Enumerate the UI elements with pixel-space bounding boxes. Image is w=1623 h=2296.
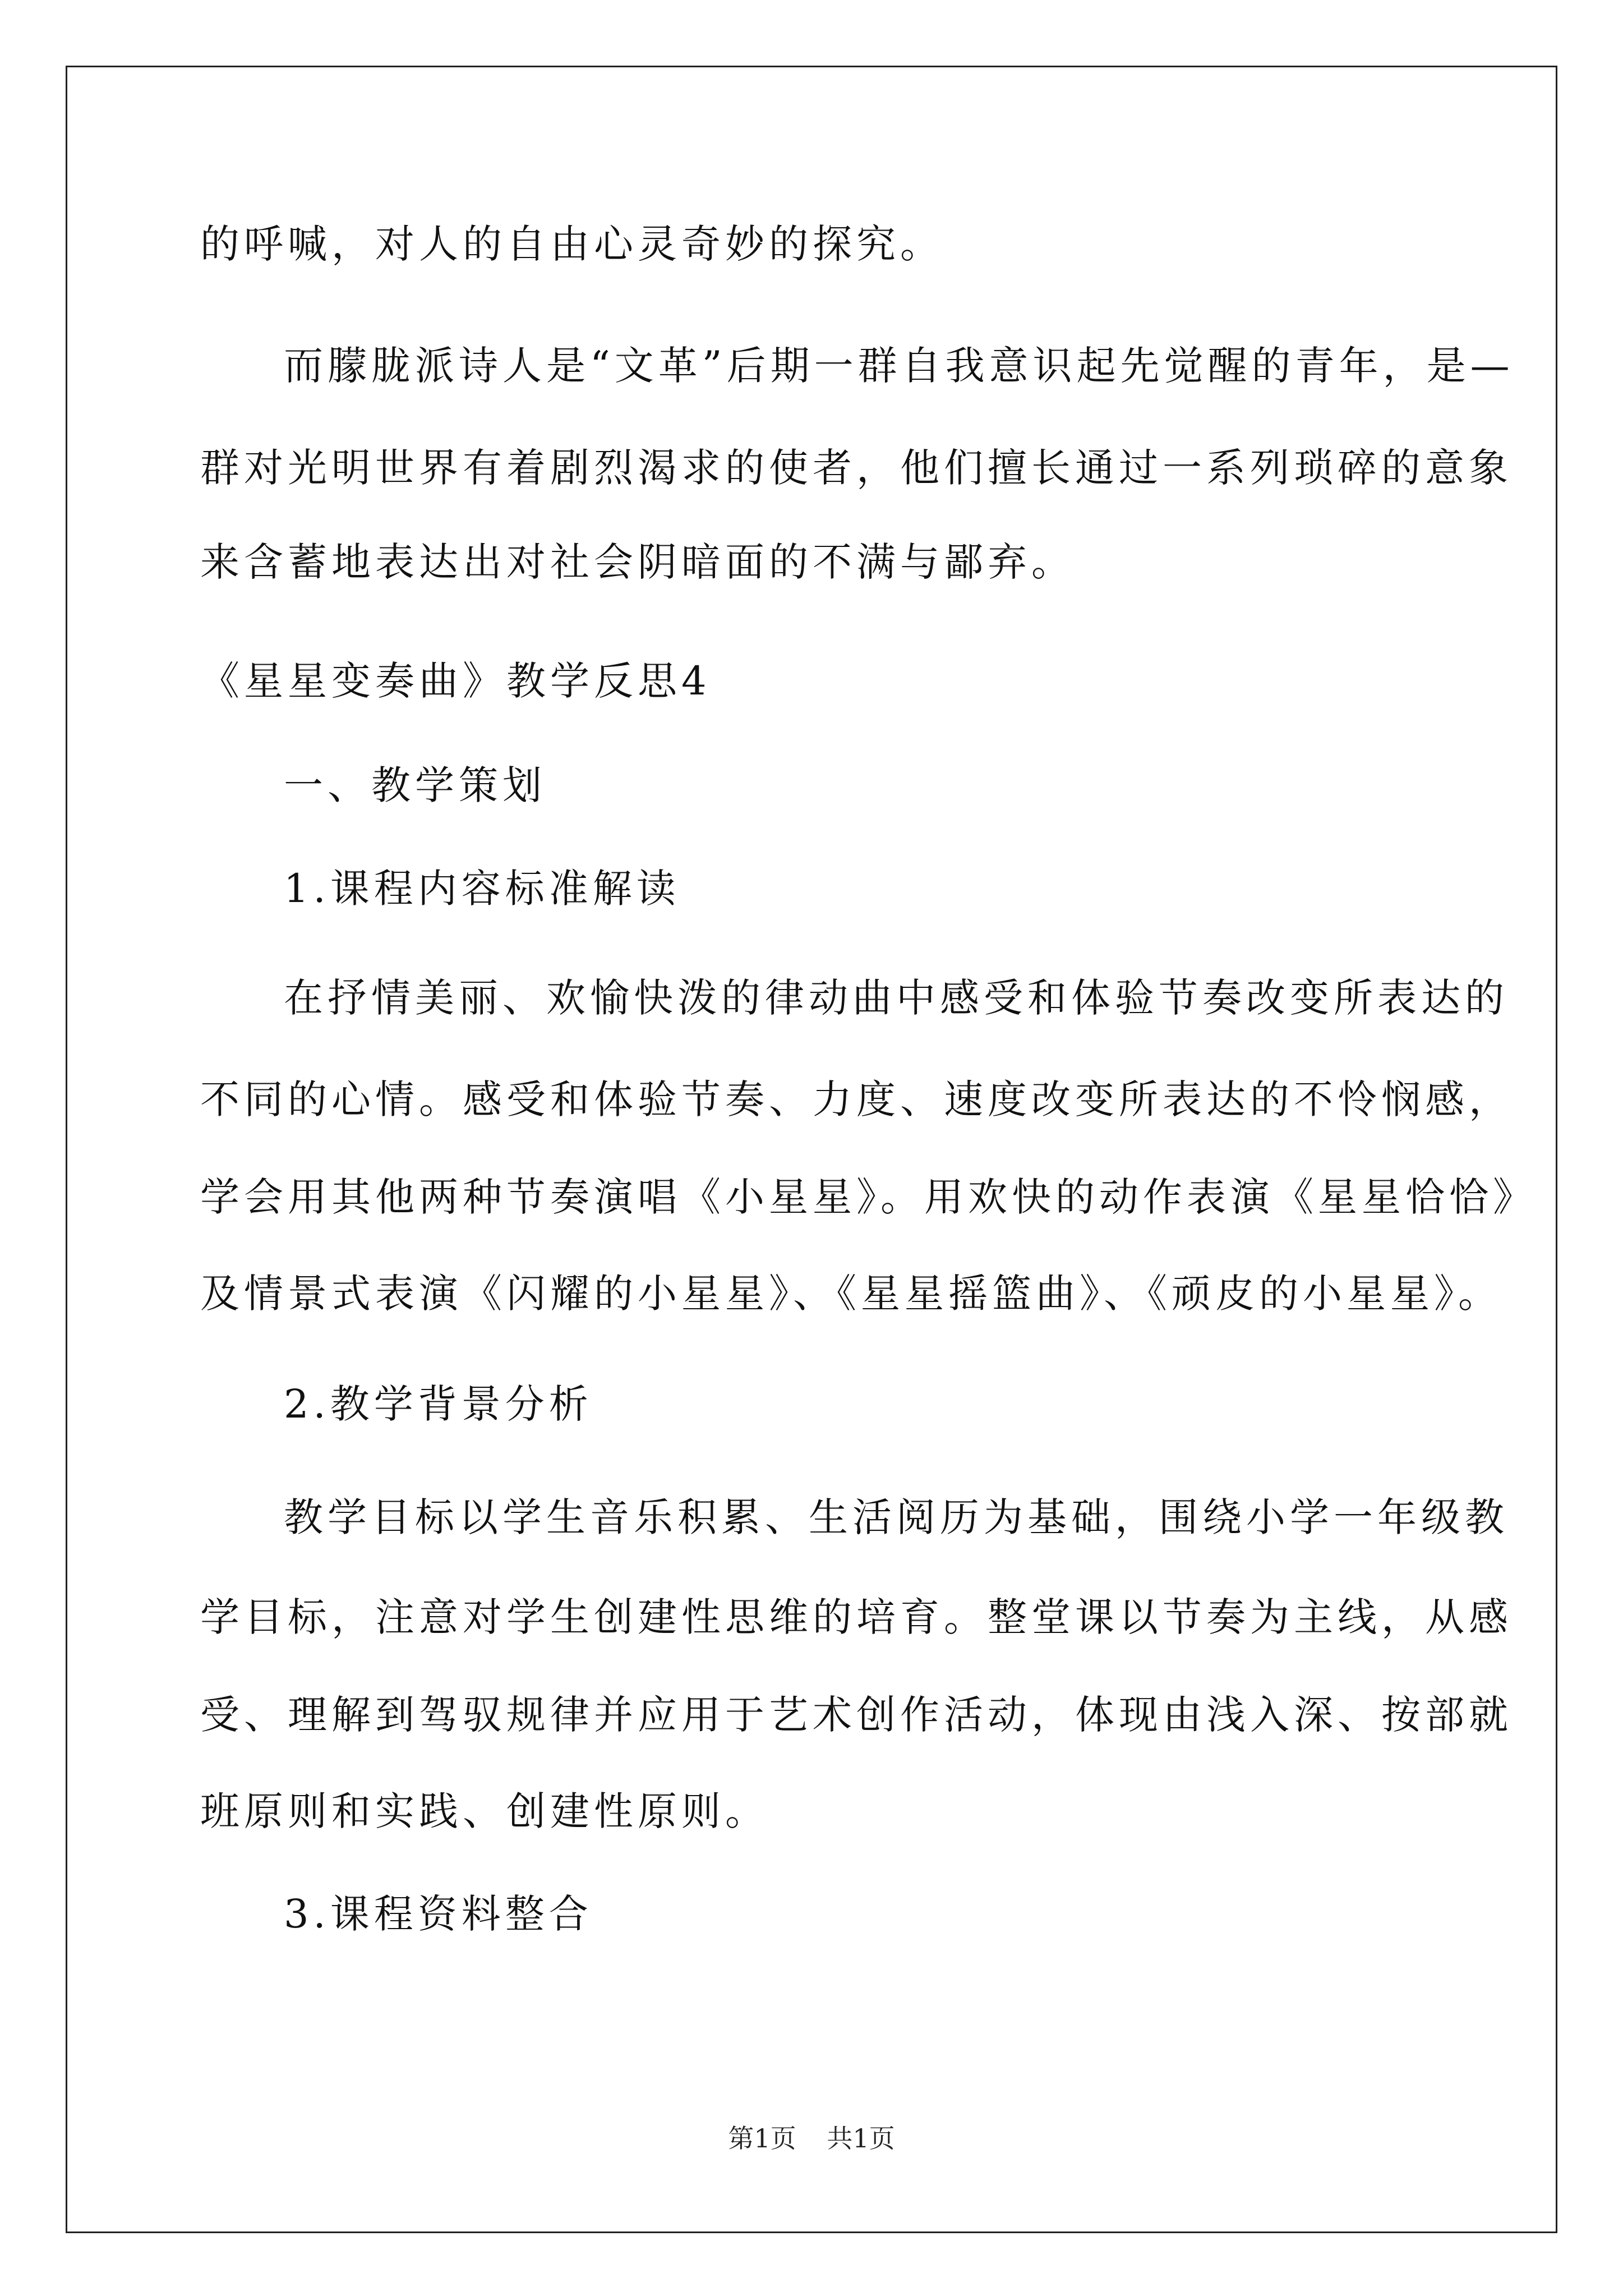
paragraph-line: 来含蓄地表达出对社会阴暗面的不满与鄙弃。	[200, 539, 1075, 585]
subsection-heading: 2.教学背景分析	[284, 1381, 593, 1427]
paragraph-line: 教学目标以学生音乐积累、生活阅历为基础，围绕小学一年级教	[284, 1494, 1509, 1540]
page-footer	[0, 2122, 1623, 2155]
paragraph-line: 学目标，注意对学生创建性思维的培育。整堂课以节奏为主线，从感	[200, 1594, 1513, 1640]
paragraph-line: 的呼喊，对人的自由心灵奇妙的探究。	[200, 221, 944, 267]
page-number-total: 共1页	[827, 2123, 895, 2154]
subsection-heading: 3.课程资料整合	[284, 1891, 593, 1937]
paragraph-line: 及情景式表演《闪耀的小星星》、《星星摇篮曲》、《顽皮的小星星》。	[200, 1271, 1502, 1317]
paragraph-line: 在抒情美丽、欢愉快泼的律动曲中感受和体验节奏改变所表达的	[284, 975, 1509, 1021]
paragraph-line: 班原则和实践、创建性原则。	[200, 1788, 769, 1834]
subsection-heading: 1.课程内容标准解读	[284, 866, 680, 912]
paragraph-line: 而朦胧派诗人是“文革”后期一群自我意识起先觉醒的青年，是—	[284, 343, 1514, 389]
paragraph-line: 受、理解到驾驭规律并应用于艺术创作活动，体现由浅入深、按部就	[200, 1692, 1513, 1738]
paragraph-line: 学会用其他两种节奏演唱《小星星》。用欢快的动作表演《星星恰恰》	[200, 1174, 1537, 1220]
paragraph-line: 群对光明世界有着剧烈渴求的使者，他们擅长通过一系列琐碎的意象	[200, 445, 1513, 491]
page-number-current: 第1页	[728, 2123, 796, 2154]
section-heading: 《星星变奏曲》教学反思4	[200, 658, 711, 704]
subsection-heading: 一、教学策划	[284, 762, 546, 808]
paragraph-line: 不同的心情。感受和体验节奏、力度、速度改变所表达的不怜悯感，	[200, 1076, 1513, 1122]
